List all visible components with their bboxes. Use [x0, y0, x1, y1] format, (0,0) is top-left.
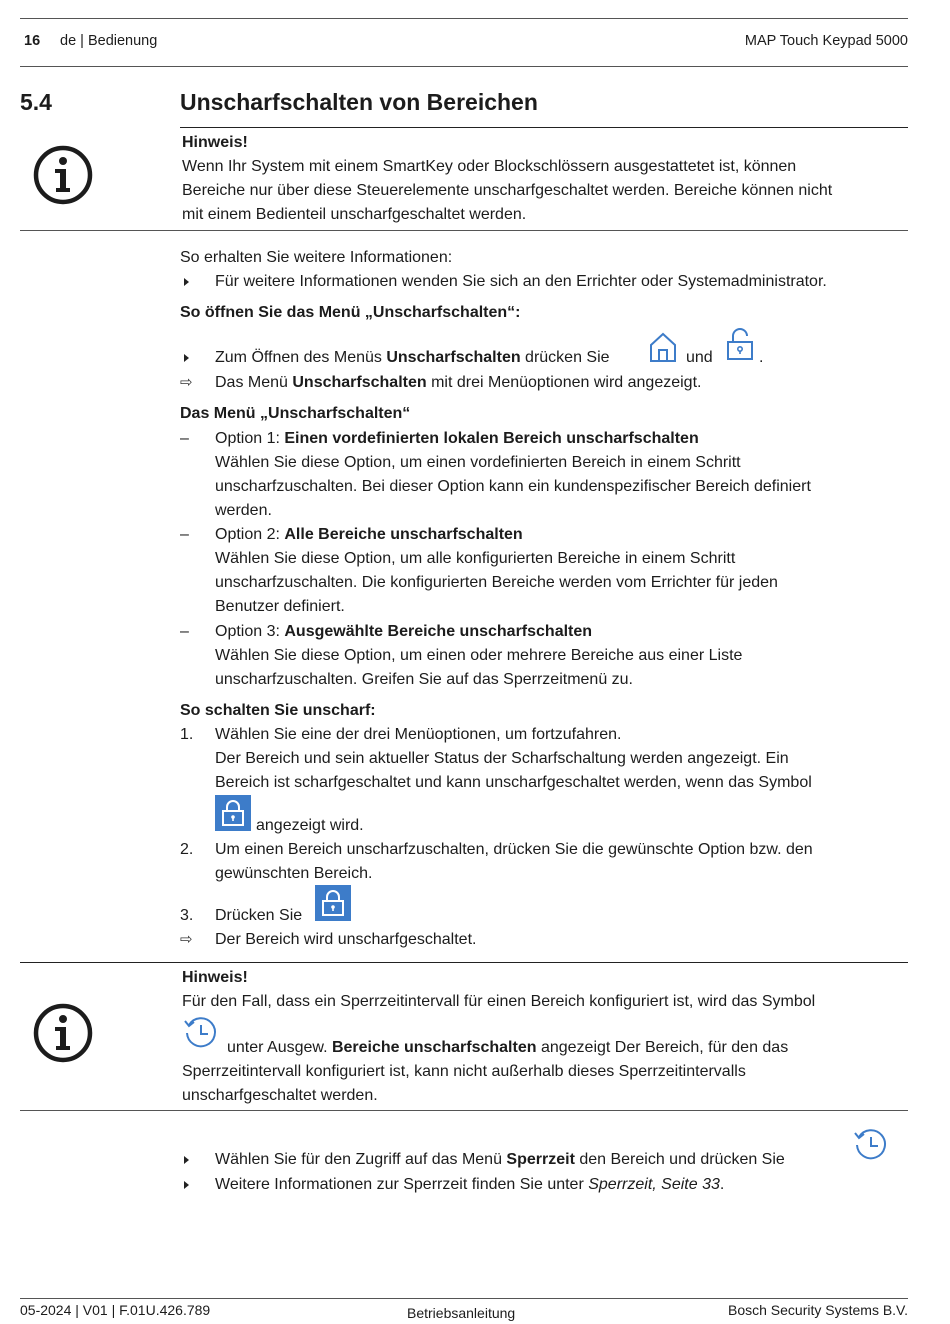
- clock-history-icon: [183, 1015, 219, 1051]
- text: Zum Öffnen des Menüs: [215, 349, 387, 366]
- disarm-step2-line: Um einen Bereich unscharfzuschalten, drücken Sie die gewünschte Option bzw. den: [215, 841, 813, 858]
- text: Option 2:: [215, 526, 285, 543]
- note2-line: Sperrzeitintervall konfiguriert ist, kann nicht außerhalb dieses Sperrzeitintervalls: [182, 1063, 746, 1080]
- page-number: 16: [24, 33, 41, 49]
- header-section: de | Bedienung: [60, 33, 158, 49]
- option-name: Ausgewählte Bereiche unscharfschalten: [284, 623, 593, 640]
- text: angezeigt Der Bereich, für den das: [536, 1039, 789, 1056]
- menu-heading: Das Menü „Unscharfschalten“: [180, 405, 411, 422]
- menu-option-1-title: [215, 427, 699, 451]
- menu-name: Unscharfschalten: [292, 374, 427, 391]
- info-bullet: Für weitere Informationen wenden Sie sich an den Errichter oder Systemadministrator.: [215, 273, 827, 290]
- note1-line: Wenn Ihr System mit einem SmartKey oder Blockschlössern ausgestattetet ist, können: [182, 158, 797, 175]
- note1-line: mit einem Bedienteil unscharfgeschaltet werden.: [182, 206, 527, 223]
- note1-top-rule: [180, 127, 908, 128]
- home-outline-icon: [648, 331, 678, 363]
- text: den Bereich und drücken Sie: [574, 1151, 785, 1168]
- text: drücken Sie: [520, 349, 610, 366]
- menu-option-2-line: Wählen Sie diese Option, um alle konfigurierten Bereiche in einem Schritt: [215, 550, 736, 567]
- disarm-step3: Drücken Sie: [215, 907, 303, 924]
- disarm-heading: So schalten Sie unscharf:: [180, 702, 376, 719]
- schedule-bullet-2: [215, 1173, 724, 1197]
- text: Option 1:: [215, 430, 285, 447]
- open-menu-step: [215, 346, 610, 370]
- text: .: [719, 1176, 725, 1193]
- note2-title: Hinweis!: [182, 969, 248, 986]
- info-intro: So erhalten Sie weitere Informationen:: [180, 249, 453, 266]
- menu-option-1-line: unscharfzuschalten. Bei dieser Option kann ein kundenspezifischer Bereich definiert: [215, 478, 811, 495]
- step-number: 2.: [180, 841, 194, 858]
- cross-reference-link[interactable]: Sperrzeit, Seite 33: [588, 1176, 720, 1193]
- disarm-result: Der Bereich wird unscharfgeschaltet.: [215, 931, 477, 948]
- text: unter Ausgew.: [227, 1039, 332, 1056]
- result-arrow-icon: ⇨: [180, 931, 193, 948]
- menu-option-3-line: Wählen Sie diese Option, um einen oder mehrere Bereiche aus einer Liste: [215, 647, 743, 664]
- menu-option-3-line: unscharfzuschalten. Greifen Sie auf das Sperrzeitmenü zu.: [215, 671, 633, 688]
- padlock-filled-icon: [215, 795, 251, 831]
- option-name: Einen vordefinierten lokalen Bereich unscharfschalten: [284, 430, 699, 447]
- menu-option-1-line: werden.: [215, 502, 272, 519]
- option-name: Alle Bereiche unscharfschalten: [284, 526, 523, 543]
- info-circle-icon: [33, 145, 93, 205]
- header-top-rule: [20, 18, 908, 19]
- header-bottom-rule: [20, 66, 908, 67]
- disarm-step1-tail: angezeigt wird.: [256, 817, 364, 834]
- note1-title: Hinweis!: [182, 134, 248, 151]
- schedule-bullet-1: [215, 1148, 785, 1172]
- bullet-marker: [184, 278, 189, 286]
- info-circle-icon: [33, 1003, 93, 1063]
- step-number: 1.: [180, 726, 194, 743]
- menu-option-2-title: [215, 523, 523, 547]
- disarm-step2-line: gewünschten Bereich.: [215, 865, 373, 882]
- menu-option-2-line: unscharfzuschalten. Die konfigurierten Bereiche werden vom Errichter für jeden: [215, 574, 778, 591]
- dash-marker: –: [180, 430, 189, 447]
- menu-name: Sperrzeit: [506, 1151, 575, 1168]
- padlock-outline-icon: [725, 327, 755, 361]
- footer-rule: [20, 1298, 908, 1299]
- open-menu-and: und: [686, 349, 713, 366]
- note2-line: unscharfgeschaltet werden.: [182, 1087, 378, 1104]
- note1-line: Bereiche nur über diese Steuerelemente unscharfgeschaltet werden. Bereiche können nicht: [182, 182, 833, 199]
- bullet-marker: [184, 354, 189, 362]
- text: Das Menü: [215, 374, 293, 391]
- padlock-filled-icon: [315, 885, 351, 921]
- dash-marker: –: [180, 623, 189, 640]
- section-title: Unscharfschalten von Bereichen: [180, 89, 538, 115]
- menu-option-1-line: Wählen Sie diese Option, um einen vordefinierten Bereich in einem Schritt: [215, 454, 741, 471]
- dash-marker: –: [180, 526, 189, 543]
- bullet-marker: [184, 1181, 189, 1189]
- result-arrow-icon: ⇨: [180, 374, 193, 391]
- section-number: 5.4: [20, 89, 52, 115]
- note2-top-rule: [20, 962, 908, 963]
- footer-right: Bosch Security Systems B.V.: [728, 1302, 908, 1318]
- note2-line: [227, 1036, 788, 1060]
- step-number: 3.: [180, 907, 194, 924]
- header-product: MAP Touch Keypad 5000: [744, 33, 908, 49]
- text: Option 3:: [215, 623, 285, 640]
- open-menu-end: .: [759, 349, 764, 366]
- footer-left: 05-2024 | V01 | F.01U.426.789: [20, 1302, 211, 1318]
- text: Weitere Informationen zur Sperrzeit finden Sie unter: [215, 1176, 589, 1193]
- open-menu-result: [215, 371, 701, 395]
- note1-bottom-rule: [20, 230, 908, 231]
- disarm-step1-line: Der Bereich und sein aktueller Status der Scharfschaltung werden angezeigt. Ein: [215, 750, 789, 767]
- clock-history-icon: [853, 1127, 889, 1163]
- text: Wählen Sie für den Zugriff auf das Menü: [215, 1151, 507, 1168]
- menu-option-3-title: [215, 620, 592, 644]
- disarm-step1-line: Bereich ist scharfgeschaltet und kann unscharfgeschaltet werden, wenn das Symbol: [215, 774, 812, 791]
- bullet-marker: [184, 1156, 189, 1164]
- note2-line: Für den Fall, dass ein Sperrzeitintervall für einen Bereich konfiguriert ist, wird das Symbol: [182, 993, 816, 1010]
- menu-option-2-line: Benutzer definiert.: [215, 598, 345, 615]
- note2-bottom-rule: [20, 1110, 908, 1111]
- open-menu-heading: So öffnen Sie das Menü „Unscharfschalten“:: [180, 304, 521, 321]
- option-name: Bereiche unscharfschalten: [331, 1039, 537, 1056]
- footer-center: Betriebsanleitung: [407, 1305, 516, 1321]
- disarm-step1-line: Wählen Sie eine der drei Menüoptionen, um fortzufahren.: [215, 726, 622, 743]
- text: mit drei Menüoptionen wird angezeigt.: [426, 374, 702, 391]
- menu-name: Unscharfschalten: [386, 349, 521, 366]
